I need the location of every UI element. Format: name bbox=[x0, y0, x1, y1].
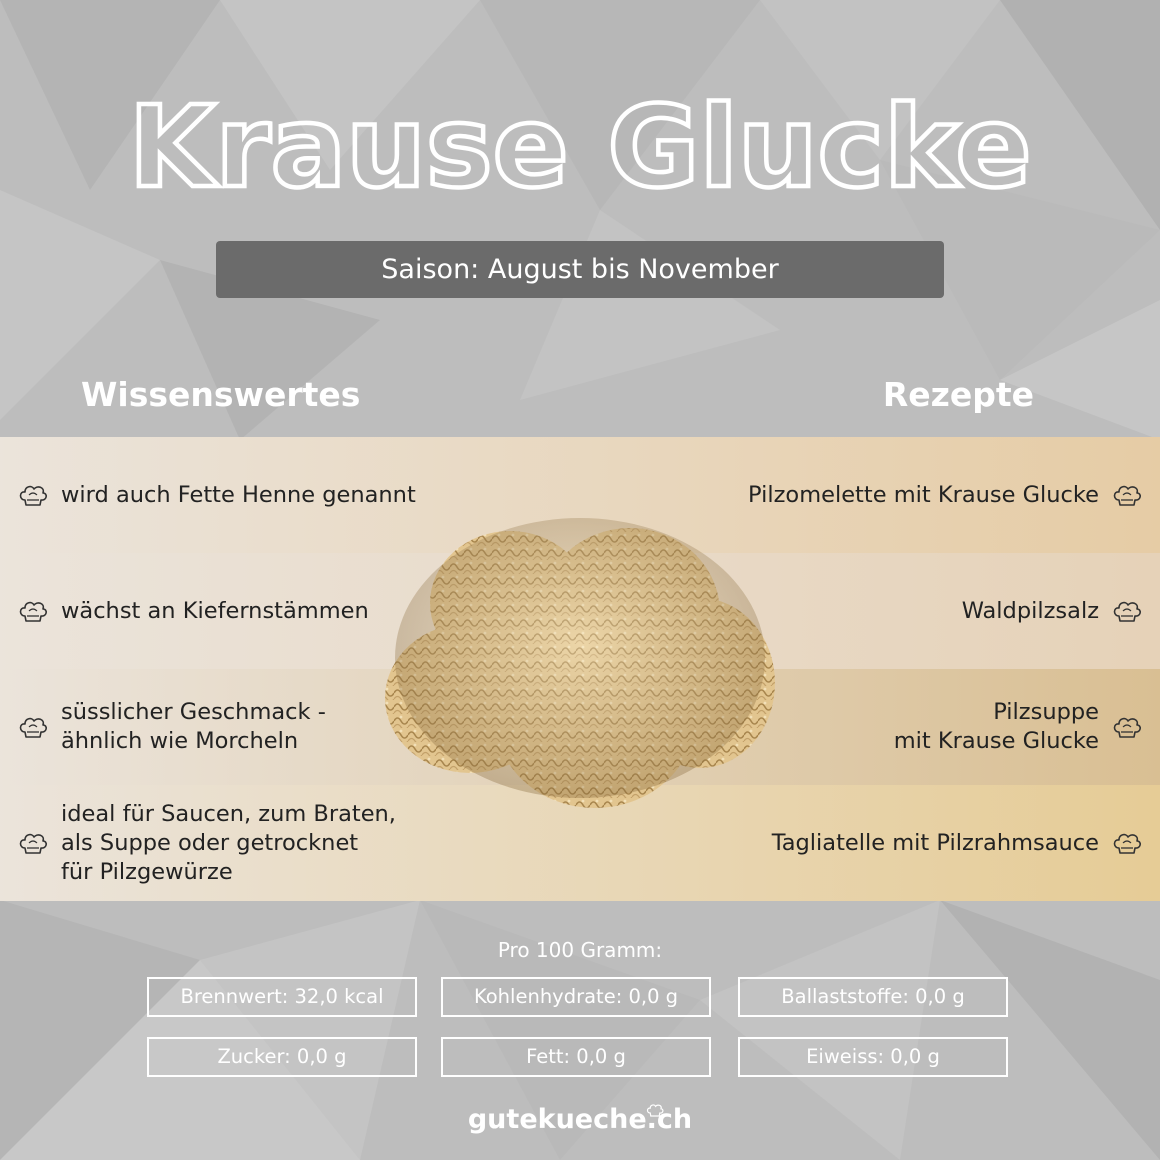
recipe-item[interactable] bbox=[962, 553, 1142, 669]
nutrition-item: Zucker: 0,0 g bbox=[147, 1037, 417, 1077]
fact-text: wächst an Kiefernstämmen bbox=[61, 597, 369, 624]
recipes-heading: Rezepte bbox=[882, 375, 1034, 414]
nutrition-item: Kohlenhydrate: 0,0 g bbox=[441, 977, 711, 1017]
nutrition-item: Brennwert: 32,0 kcal bbox=[147, 977, 417, 1017]
chef-hat-icon bbox=[18, 482, 48, 508]
recipe-link[interactable]: Pilzsuppe mit Krause Glucke bbox=[893, 699, 1099, 754]
chef-hat-icon bbox=[18, 598, 48, 624]
fact-text: wird auch Fette Henne genannt bbox=[61, 481, 416, 508]
chef-hat-icon bbox=[1112, 482, 1142, 508]
nutrition-item: Ballaststoffe: 0,0 g bbox=[738, 977, 1008, 1017]
chef-hat-icon bbox=[1112, 830, 1142, 856]
svg-text:Krause Glucke: Krause Glucke bbox=[128, 83, 1032, 213]
recipe-item[interactable] bbox=[772, 785, 1142, 901]
fact-text: süsslicher Geschmack - ähnlich wie Morcheln bbox=[61, 699, 326, 754]
facts-heading: Wissenswertes bbox=[81, 375, 361, 414]
nutrition-item: Fett: 0,0 g bbox=[441, 1037, 711, 1077]
chef-hat-icon bbox=[1112, 598, 1142, 624]
fact-text: ideal für Saucen, zum Braten, als Suppe oder getrocknet für Pilzgewürze bbox=[61, 800, 396, 885]
fact-item bbox=[18, 437, 416, 553]
fact-item bbox=[18, 669, 326, 785]
nutrition-title: Pro 100 Gramm: bbox=[497, 938, 663, 962]
chef-hat-icon bbox=[646, 1102, 664, 1118]
recipe-link[interactable]: Tagliatelle mit Pilzrahmsauce bbox=[771, 829, 1099, 856]
recipe-link[interactable]: Waldpilzsalz bbox=[961, 597, 1099, 624]
season-banner: Saison: August bis November bbox=[216, 241, 944, 298]
chef-hat-icon bbox=[1112, 714, 1142, 740]
fact-item bbox=[18, 785, 396, 901]
mushroom-illustration bbox=[380, 518, 780, 810]
recipe-link[interactable]: Pilzomelette mit Krause Glucke bbox=[748, 481, 1099, 508]
recipe-item[interactable] bbox=[748, 437, 1142, 553]
recipe-item[interactable] bbox=[894, 669, 1142, 785]
brand-logo-text: gutekueche.ch bbox=[467, 1104, 693, 1135]
fact-item bbox=[18, 553, 369, 669]
chef-hat-icon bbox=[18, 830, 48, 856]
page-title bbox=[0, 58, 1160, 218]
nutrition-item: Eiweiss: 0,0 g bbox=[738, 1037, 1008, 1077]
chef-hat-icon bbox=[18, 714, 48, 740]
